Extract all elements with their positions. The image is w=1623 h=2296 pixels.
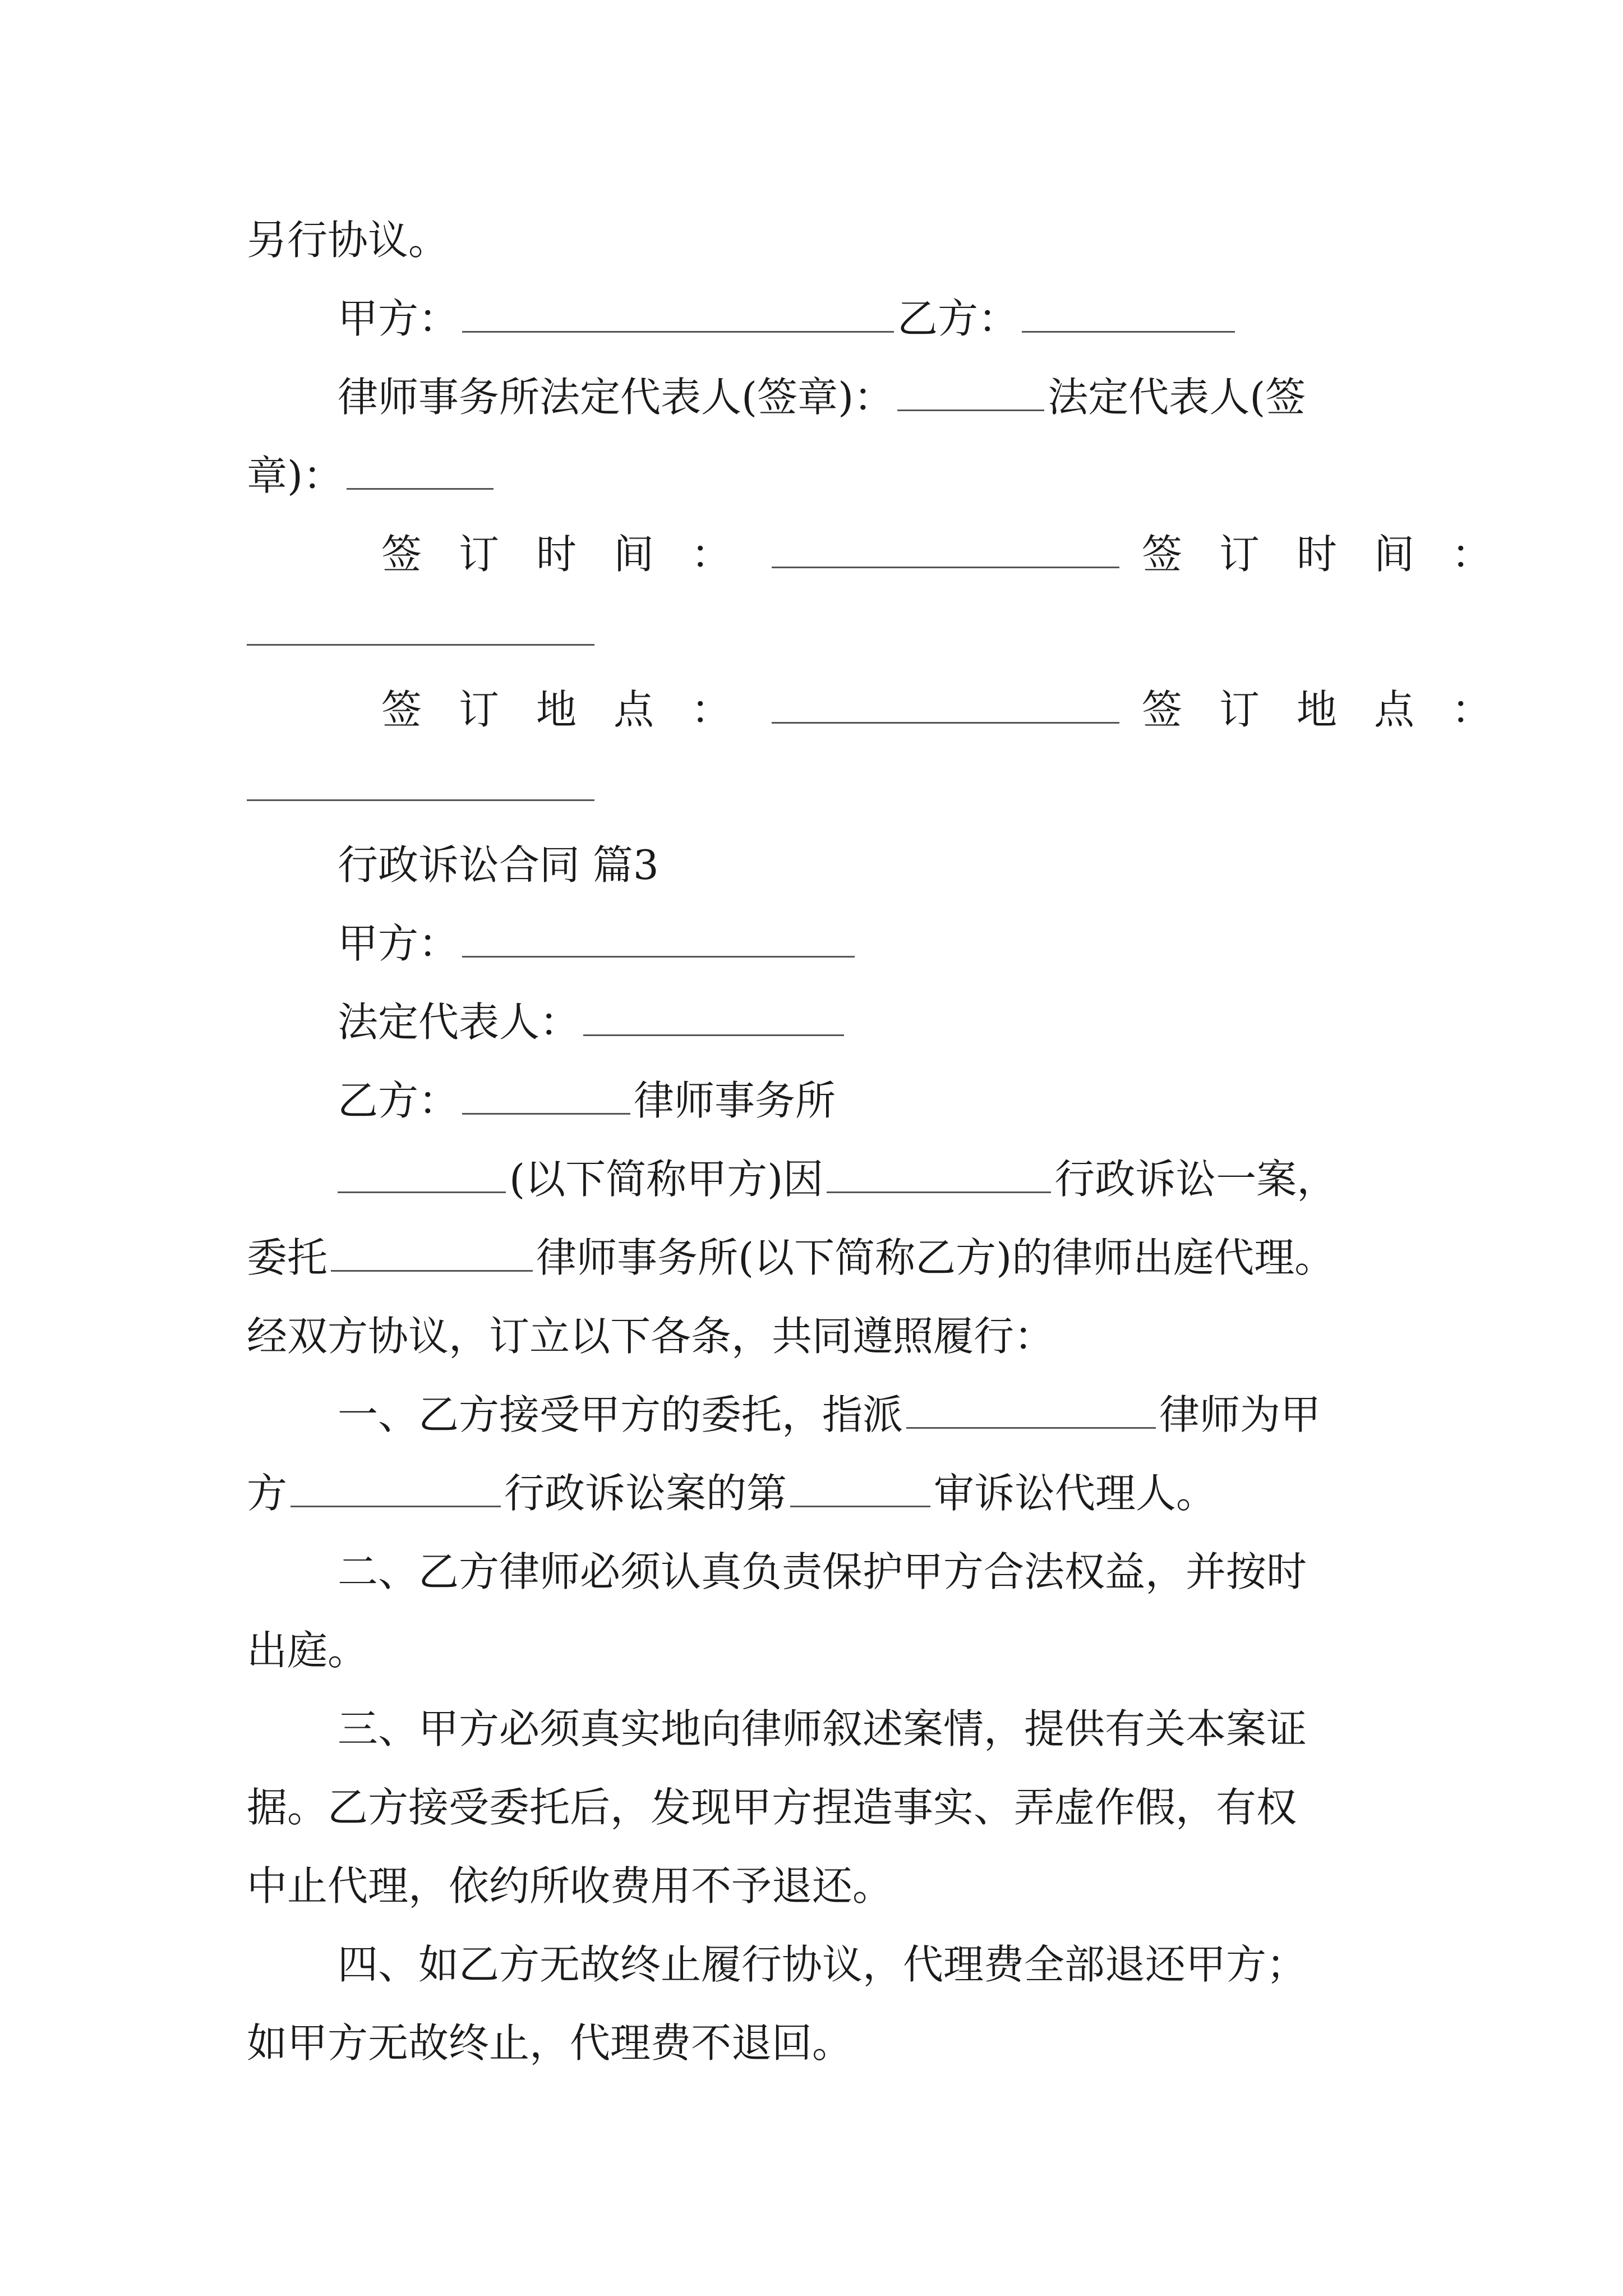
signing-place-blank-a[interactable] [772, 688, 1119, 724]
signing-time-line: 签订时间： 签订时间： [381, 531, 1529, 578]
text-line: 另行协议。 [247, 217, 449, 264]
clause-3-line: 据。乙方接受委托后，发现甲方捏造事实、弄虚作假，有权 [247, 1784, 1297, 1831]
party-a-blank[interactable] [462, 297, 894, 333]
client-rep-blank[interactable] [347, 454, 494, 490]
text-line: 章)： [247, 448, 1391, 504]
signature-parties-line: 甲方： 乙方： [338, 291, 1391, 347]
clause-1-line: 一、乙方接受甲方的委托，指派 律师为甲 [338, 1391, 1321, 1438]
clause-3-line: 中止代理，依约所收费用不予退还。 [247, 1862, 893, 1910]
clause-2-line: 出庭。 [247, 1627, 368, 1674]
legal-rep-blank[interactable] [583, 1001, 844, 1036]
instance-blank[interactable] [790, 1472, 930, 1507]
party-b-blank[interactable] [1022, 297, 1235, 333]
legal-rep-signature-line: 律师事务所法定代表人(签章)： 法定代表人(签 [338, 374, 1306, 421]
paragraph-line: 经双方协议，订立以下各条，共同遵照履行： [247, 1313, 1055, 1360]
legal-rep-line: 法定代表人： [338, 994, 1391, 1050]
paragraph-line: (以下简称甲方)因 行政诉讼一案， [338, 1151, 1391, 1207]
clause-4-line: 如甲方无故终止，代理费不退回。 [247, 2019, 853, 2067]
section-title: 行政诉讼合同 篇3 [338, 841, 659, 889]
signing-place-blank-b[interactable] [247, 799, 594, 801]
signing-time-blank-b[interactable] [247, 644, 594, 646]
case-blank[interactable] [291, 1472, 501, 1507]
signing-place-line: 签订地点： 签订地点： [381, 686, 1529, 733]
client-name-blank[interactable] [338, 1158, 506, 1193]
party-a-line: 甲方： [338, 915, 1391, 972]
lawyer-name-blank[interactable] [906, 1393, 1156, 1429]
paragraph-line: 委托 律师事务所(以下简称乙方)的律师出庭代理。 [247, 1234, 1335, 1281]
clause-4-line: 四、如乙方无故终止履行协议，代理费全部退还甲方； [338, 1941, 1307, 1988]
law-firm-blank[interactable] [331, 1236, 533, 1272]
party-a-name-blank[interactable] [462, 922, 855, 958]
party-b-firm-blank[interactable] [462, 1079, 630, 1115]
signing-time-blank-a[interactable] [772, 533, 1119, 568]
clause-1-line: 方 行政诉讼案的第 审诉讼代理人。 [247, 1470, 1217, 1517]
firm-rep-blank[interactable] [897, 376, 1044, 411]
case-name-blank[interactable] [827, 1158, 1051, 1193]
party-b-line: 乙方： 律师事务所 [338, 1077, 836, 1124]
clause-3-line: 三、甲方必须真实地向律师叙述案情，提供有关本案证 [338, 1705, 1307, 1752]
clause-2-line: 二、乙方律师必须认真负责保护甲方合法权益，并按时 [338, 1548, 1307, 1595]
